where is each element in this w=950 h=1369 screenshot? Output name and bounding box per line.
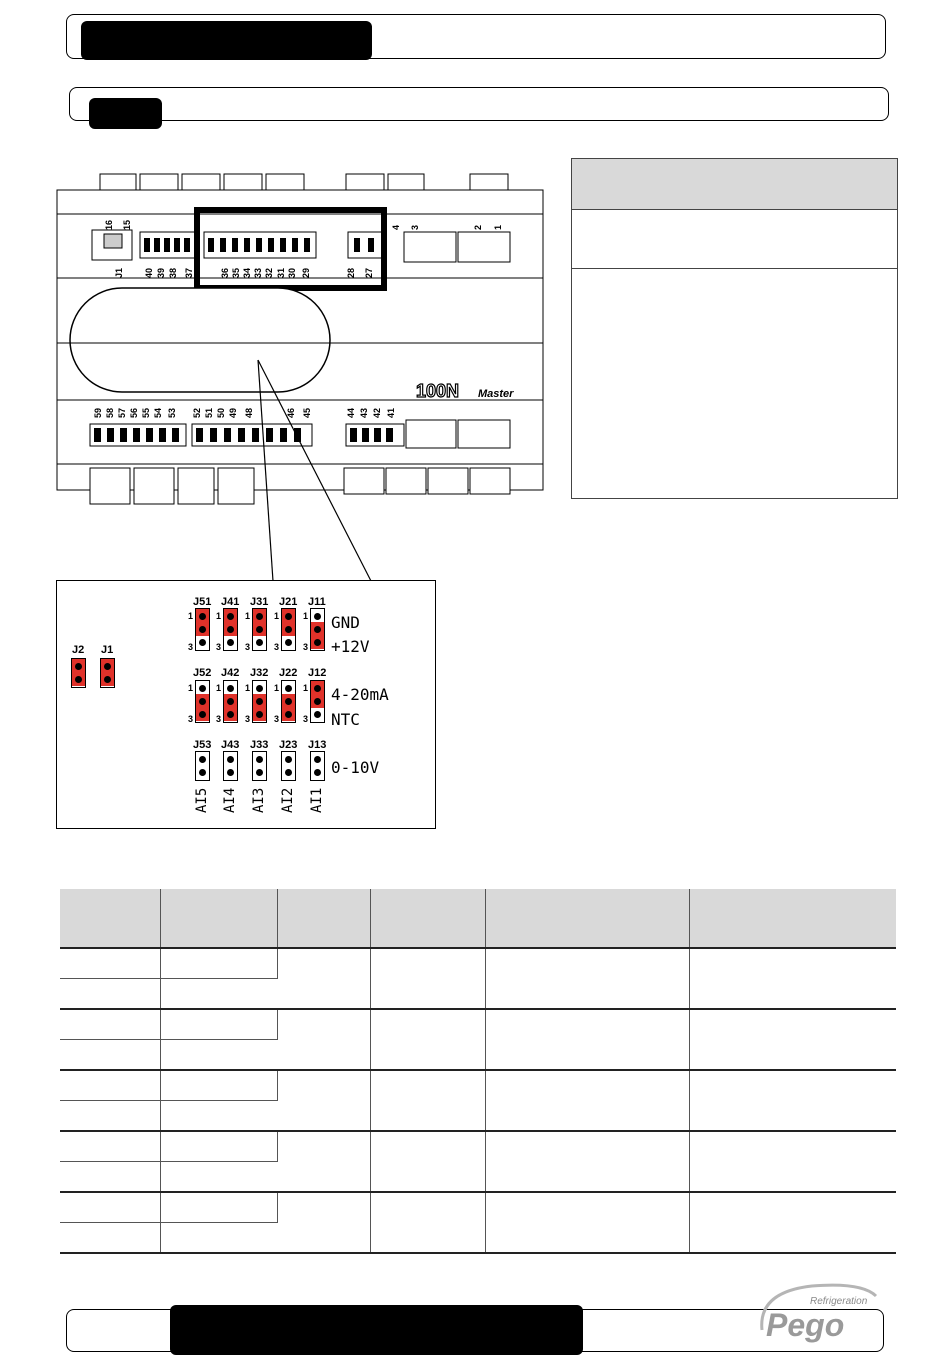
jumper-pin [199,613,206,620]
analog-input-label: AI1 [309,787,325,813]
device-edition-label: Master [478,388,514,400]
jumper-pin [227,711,234,718]
jumper-label: J42 [221,667,240,679]
jumper-pin [227,626,234,633]
terminal-number: 3 [410,224,420,230]
jumper-pin [199,711,206,718]
terminal-number: 48 [244,407,254,418]
jumper-label: J51 [193,596,212,608]
terminal-number: 54 [153,407,163,418]
jumper-pin [227,613,234,620]
jumper [310,680,325,723]
jumper-label: J31 [250,596,269,608]
jumper-pin [227,769,234,776]
terminal-number: 55 [141,407,151,418]
signal-label-4-20ma: 4-20mA [331,685,389,704]
jumper [281,751,296,781]
jumper-pin [256,711,263,718]
pin-number: 1 [188,683,194,693]
jumper-pin [256,685,263,692]
pin-number: 1 [245,611,251,621]
terminal-number: 1 [493,224,503,230]
jumper-settings-table [60,889,896,1254]
terminal-number: 59 [93,407,103,418]
jumper-pin [75,663,82,670]
terminal-number: 52 [192,407,202,418]
terminal-number: 46 [286,407,296,418]
terminal-number: 42 [372,407,382,418]
jumper-pin [256,613,263,620]
pin-number: 1 [216,611,222,621]
terminal-number: 28 [346,267,356,278]
terminal-number: 36 [220,267,230,278]
terminal-number: 51 [204,407,214,418]
pin-number: 3 [188,714,194,724]
jumper-label: J1 [101,644,114,656]
pin-number: 3 [188,642,194,652]
jumper-pin [314,639,321,646]
pin-number: 3 [303,714,309,724]
terminal-number: J1 [114,267,124,278]
jumper-label: J11 [308,596,326,608]
jumper-label: J21 [279,596,298,608]
jumper-label: J23 [279,739,298,751]
jumper-pin [285,626,292,633]
terminal-number: 2 [473,224,483,230]
analog-input-label: AI4 [222,787,238,813]
jumper-label: J41 [221,596,240,608]
jumper-pin [104,663,111,670]
signal-label-gnd: GND [331,613,360,632]
terminal-number: 53 [167,407,177,418]
jumper-label: J22 [279,667,298,679]
jumper-pin [314,756,321,763]
jumper-pin [314,698,321,705]
info-box [571,158,898,499]
terminal-number: 41 [386,407,396,418]
jumper-pin [104,676,111,683]
jumper-pin [314,613,321,620]
terminal-number: 38 [168,267,178,278]
jumper [195,680,210,723]
jumper-pin [256,769,263,776]
jumper-pin [199,639,206,646]
analog-input-label: AI3 [251,787,267,813]
jumper-configuration-panel [56,580,436,829]
jumper [223,751,238,781]
svg-text:Refrigeration: Refrigeration [810,1296,868,1307]
jumper [195,751,210,781]
jumper-pin [314,769,321,776]
table-header-row [60,889,896,948]
jumper-pin [199,756,206,763]
pin-number: 3 [303,642,309,652]
terminal-number: 15 [122,219,132,230]
terminal-number: 30 [287,267,297,278]
jumper-pin [227,685,234,692]
jumper-pin [227,639,234,646]
footer-tab [170,1305,583,1355]
pin-number: 3 [245,714,251,724]
terminal-number: 34 [242,267,252,278]
jumper-label: J2 [72,644,85,656]
pin-number: 3 [274,642,280,652]
terminal-number: 40 [144,267,154,278]
jumper-pin [199,769,206,776]
jumper-label: J52 [193,667,212,679]
jumper-pin [285,698,292,705]
jumper-pin [256,639,263,646]
signal-label-ntc: NTC [331,710,360,729]
terminal-number: 29 [301,267,311,278]
device-model-label: 100N [416,381,460,401]
jumper-pin [285,769,292,776]
jumper [281,608,296,651]
terminal-number: 58 [105,407,115,418]
jumper [310,608,325,651]
jumper-label: J53 [193,739,212,751]
jumper [310,751,325,781]
jumper-pin [199,626,206,633]
jumper [223,608,238,651]
jumper-pin [256,698,263,705]
jumper [71,658,86,688]
pin-number: 3 [216,642,222,652]
jumper [281,680,296,723]
terminal-number: 37 [184,267,194,278]
pin-number: 1 [245,683,251,693]
jumper-label: J33 [250,739,269,751]
pin-number: 3 [274,714,280,724]
jumper [100,658,115,688]
terminal-number: 32 [264,267,274,278]
table-row [60,1192,896,1223]
jumper-pin [314,711,321,718]
terminal-number: 50 [216,407,226,418]
jumper-label: J43 [221,739,240,751]
pin-number: 3 [245,642,251,652]
jumper-pin [227,698,234,705]
jumper-label: J12 [308,667,327,679]
table-row [60,1131,896,1162]
terminal-number: 31 [276,267,286,278]
jumper-pin [285,711,292,718]
table-row [60,948,896,979]
jumper-pin [314,685,321,692]
info-box-header [572,159,897,210]
pin-number: 1 [274,683,280,693]
pin-number: 1 [274,611,280,621]
jumper [223,680,238,723]
jumper-label: J13 [308,739,327,751]
terminal-number: 56 [129,407,139,418]
jumper-pin [314,626,321,633]
jumper [252,751,267,781]
pin-number: 3 [216,714,222,724]
jumper-pin [199,685,206,692]
signal-label-0-10v: 0-10V [331,758,380,777]
jumper-pin [285,685,292,692]
jumper [252,680,267,723]
terminal-number: 4 [391,224,401,230]
terminal-number: 16 [104,219,114,230]
jumper-pin [285,613,292,620]
jumper-pin [227,756,234,763]
jumper-pin [256,626,263,633]
jumper [195,608,210,651]
terminal-number: 45 [302,407,312,418]
signal-label-12v: +12V [331,637,370,656]
terminal-number: 57 [117,407,127,418]
table-row [60,1009,896,1040]
jumper [252,608,267,651]
terminal-number: 27 [364,267,374,278]
terminal-number: 33 [253,267,263,278]
svg-text:Pego: Pego [766,1307,845,1343]
pin-number: 1 [216,683,222,693]
pin-number: 1 [303,683,309,693]
pego-logo [752,1282,882,1344]
terminal-number: 49 [228,407,238,418]
table-row [60,1070,896,1101]
terminal-number: 43 [359,407,369,418]
jumper-pin [199,698,206,705]
terminal-number: 44 [346,407,356,418]
pin-number: 1 [188,611,194,621]
jumper-label: J32 [250,667,269,679]
jumper-pin [285,639,292,646]
pin-number: 1 [303,611,309,621]
jumper-pin [75,676,82,683]
analog-input-label: AI2 [280,787,296,813]
jumper-pin [285,756,292,763]
info-box-row [572,210,897,269]
jumper-pin [256,756,263,763]
terminal-number: 35 [231,267,241,278]
terminal-number: 39 [156,267,166,278]
analog-input-label: AI5 [194,787,210,813]
